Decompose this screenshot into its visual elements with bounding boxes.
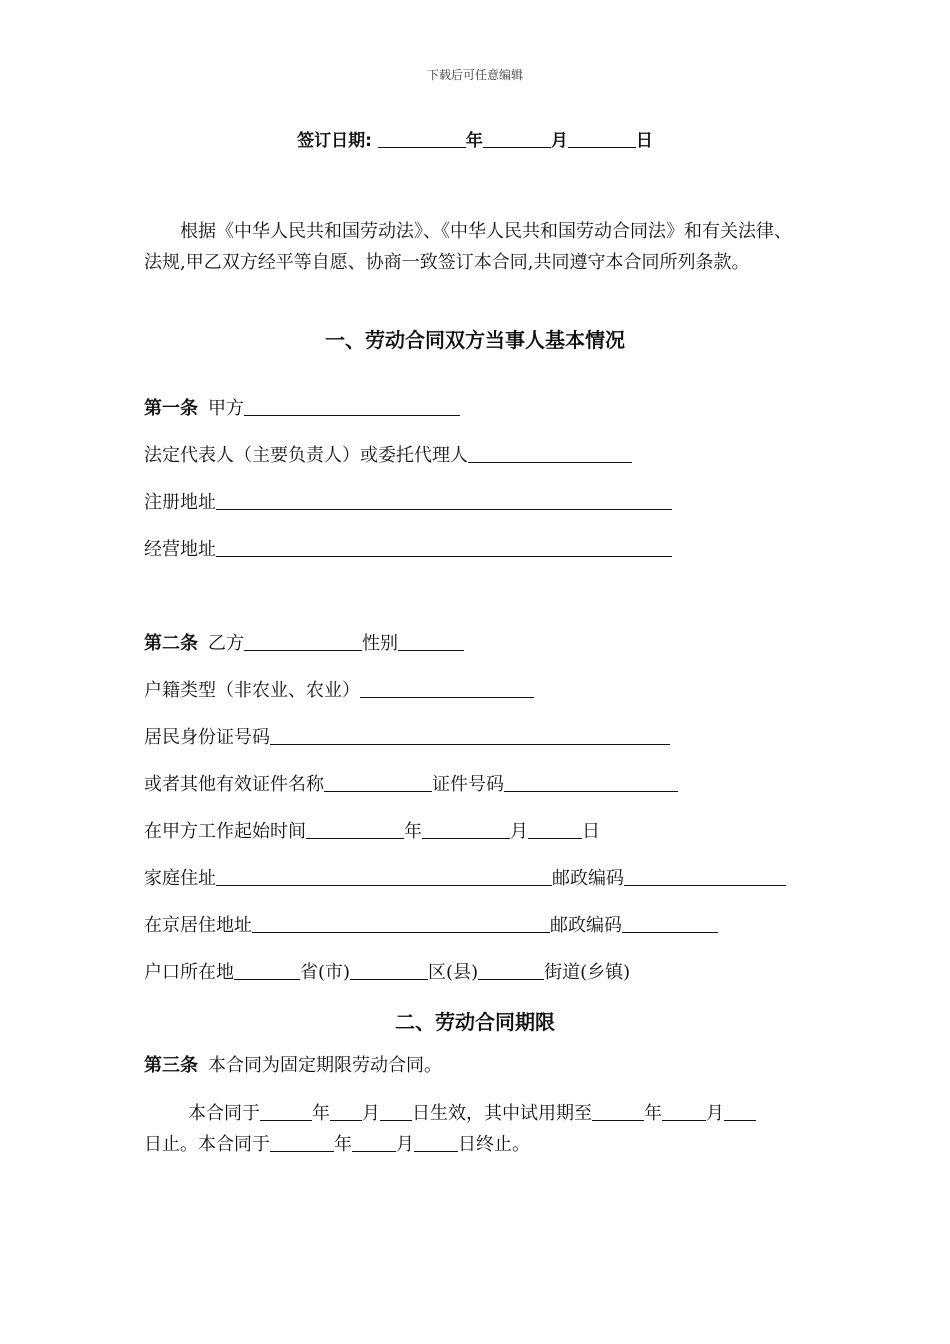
- id-no-field[interactable]: [270, 726, 670, 745]
- term-start-month-label: 月: [362, 1103, 380, 1124]
- province-field[interactable]: [234, 961, 300, 980]
- art3-line: [144, 1055, 442, 1077]
- party-b-label: 乙方: [208, 633, 244, 654]
- rep-label: 法定代表人（主要负责人）或委托代理人: [144, 445, 468, 466]
- district-label: 区(县): [428, 962, 479, 983]
- hukou-loc-line: [144, 961, 630, 984]
- art3-text: 本合同为固定期限劳动合同。: [208, 1055, 442, 1076]
- rep-field[interactable]: [468, 444, 632, 463]
- reg-addr-label: 注册地址: [144, 492, 216, 513]
- start-year-field[interactable]: [306, 820, 404, 839]
- bj-addr-line: [144, 914, 718, 937]
- doc-no-label: 证件号码: [432, 774, 504, 795]
- bj-addr-label: 在京居住地址: [144, 915, 252, 936]
- start-day-field[interactable]: [528, 820, 582, 839]
- hukou-type-field[interactable]: [360, 679, 534, 698]
- term-start-label: 本合同于: [188, 1103, 260, 1124]
- hukou-type-line: [144, 679, 534, 702]
- rep-line: [144, 444, 632, 467]
- trial-year-field[interactable]: [592, 1102, 644, 1121]
- home-addr-field[interactable]: [216, 867, 552, 886]
- term-end-day-field[interactable]: [414, 1133, 458, 1152]
- hukou-loc-label: 户口所在地: [144, 962, 234, 983]
- term-start-year-label: 年: [312, 1103, 330, 1124]
- header-watermark: 下载后可任意编辑: [426, 68, 523, 82]
- start-month-label: 月: [510, 821, 528, 842]
- art1-label: 第一条: [144, 398, 198, 419]
- reg-addr-line: [144, 491, 672, 514]
- art1-party-a-line: [144, 397, 460, 420]
- sign-date-line: [0, 126, 950, 151]
- term-start-day-field[interactable]: [380, 1102, 412, 1121]
- term-end-month-field[interactable]: [352, 1133, 396, 1152]
- id-no-line: [144, 726, 670, 749]
- art2-party-b-line: [144, 632, 464, 655]
- bj-postcode-field[interactable]: [622, 914, 718, 933]
- party-a-field[interactable]: [244, 397, 460, 416]
- term-end-year-field[interactable]: [270, 1133, 334, 1152]
- province-label: 省(市): [300, 962, 351, 983]
- home-postcode-field[interactable]: [624, 867, 786, 886]
- section1-title: 一、劳动合同双方当事人基本情况: [325, 328, 625, 352]
- term-end-month-label: 月: [396, 1134, 414, 1155]
- street-label: 街道(乡镇): [544, 962, 631, 983]
- bj-postcode-label: 邮政编码: [550, 915, 622, 936]
- start-work-line: [144, 820, 600, 843]
- bj-addr-field[interactable]: [252, 914, 550, 933]
- home-postcode-label: 邮政编码: [552, 868, 624, 889]
- trial-day-field[interactable]: [724, 1102, 756, 1121]
- term-line-2: [144, 1133, 530, 1156]
- gender-field[interactable]: [398, 632, 464, 651]
- term-line-1: [188, 1102, 756, 1125]
- term-start-year-field[interactable]: [260, 1102, 312, 1121]
- sign-year-blank[interactable]: [378, 129, 466, 148]
- term-effective-label: 日生效，其中试用期至: [412, 1103, 592, 1124]
- art3-label: 第三条: [144, 1055, 198, 1076]
- start-day-label: 日: [582, 821, 600, 842]
- street-field[interactable]: [478, 961, 544, 980]
- trial-year-label: 年: [644, 1103, 662, 1124]
- reg-addr-field[interactable]: [216, 491, 672, 510]
- sign-year-label: 年: [465, 131, 483, 151]
- sign-day-label: 日: [635, 131, 653, 151]
- sign-day-blank[interactable]: [568, 129, 636, 148]
- doc-no-field[interactable]: [504, 773, 678, 792]
- art2-label: 第二条: [144, 633, 198, 654]
- party-b-field[interactable]: [244, 632, 362, 651]
- start-month-field[interactable]: [422, 820, 510, 839]
- biz-addr-label: 经营地址: [144, 539, 216, 560]
- party-a-label: 甲方: [208, 398, 244, 419]
- term-end-label: 日终止。: [458, 1134, 530, 1155]
- sign-month-blank[interactable]: [483, 129, 551, 148]
- home-addr-label: 家庭住址: [144, 868, 216, 889]
- biz-addr-line: [144, 538, 672, 561]
- other-doc-label: 或者其他有效证件名称: [144, 774, 324, 795]
- district-field[interactable]: [350, 961, 428, 980]
- biz-addr-field[interactable]: [216, 538, 672, 557]
- trial-month-field[interactable]: [662, 1102, 706, 1121]
- section2-title: 二、劳动合同期限: [395, 1010, 555, 1034]
- term-start-month-field[interactable]: [330, 1102, 362, 1121]
- start-work-label: 在甲方工作起始时间: [144, 821, 306, 842]
- sign-month-label: 月: [550, 131, 568, 151]
- home-addr-line: [144, 867, 786, 890]
- trial-month-label: 月: [706, 1103, 724, 1124]
- sign-date-label: 签订日期:: [297, 131, 372, 151]
- intro-paragraph: 根据《中华人民共和国劳动法》、《中华人民共和国劳动合同法》和有关法律、法规,甲乙双方经平等自愿、协商一致签订本合同,共同遵守本合同所列条款。: [144, 221, 792, 273]
- gender-label: 性别: [362, 633, 398, 654]
- hukou-type-label: 户籍类型（非农业、农业）: [144, 680, 360, 701]
- trial-end-label: 日止。本合同于: [144, 1134, 270, 1155]
- other-doc-field[interactable]: [324, 773, 432, 792]
- id-no-label: 居民身份证号码: [144, 727, 270, 748]
- start-year-label: 年: [404, 821, 422, 842]
- other-doc-line: [144, 773, 678, 796]
- term-end-year-label: 年: [334, 1134, 352, 1155]
